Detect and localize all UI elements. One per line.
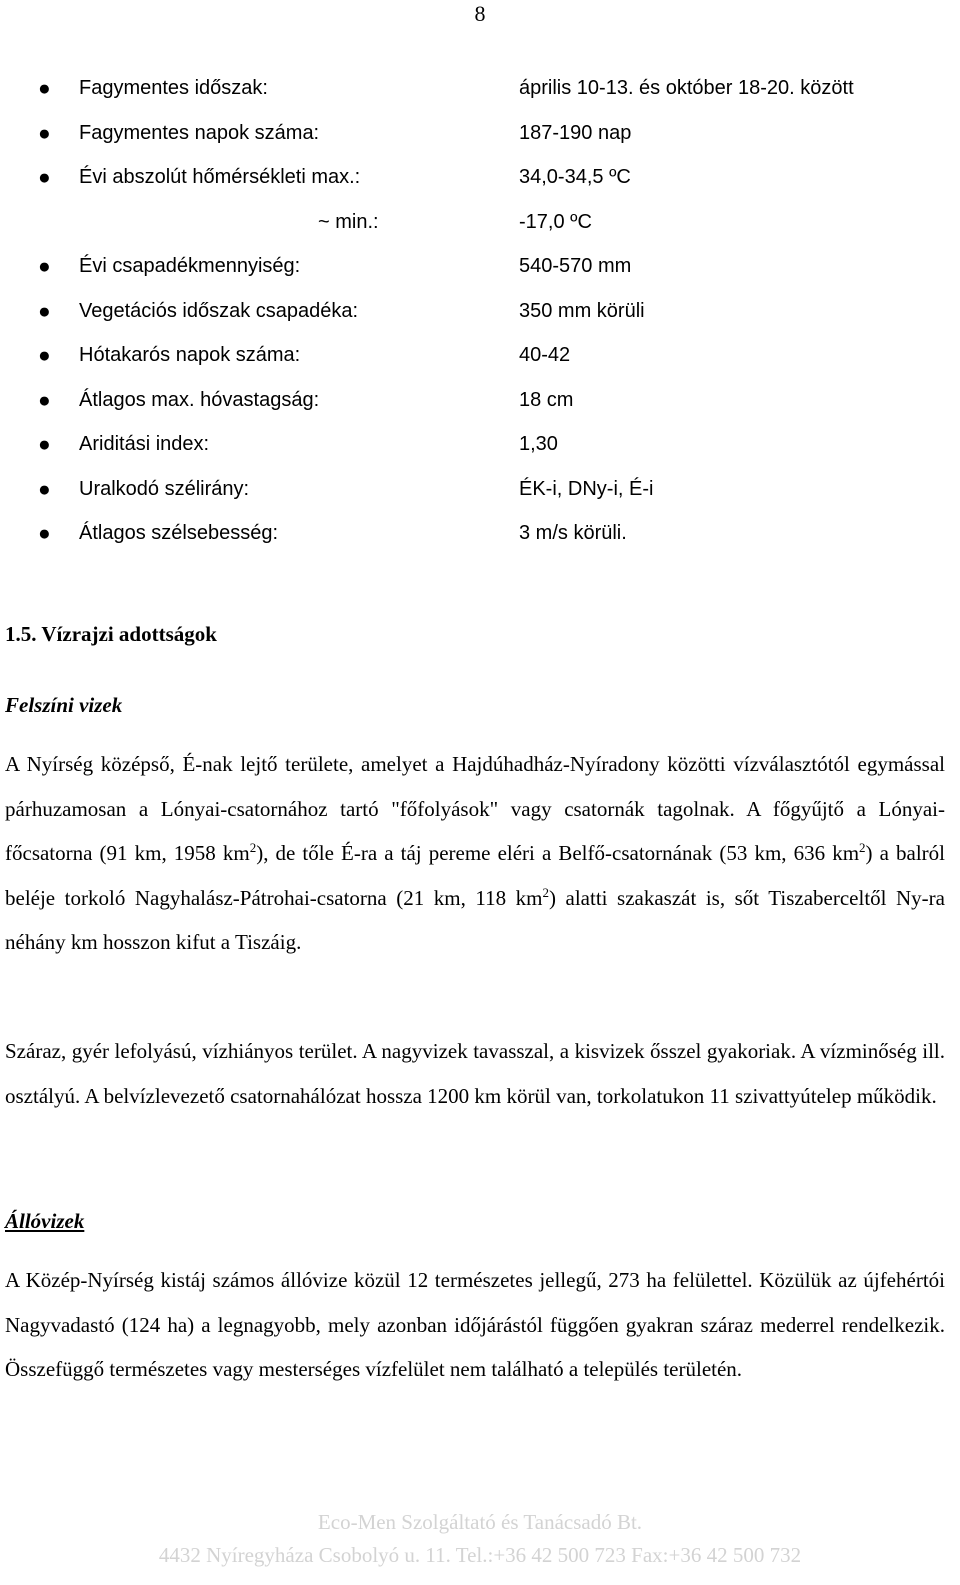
list-item: [0, 250, 960, 295]
climate-data-list: [0, 72, 960, 562]
list-item: [0, 428, 960, 473]
list-item: [0, 295, 960, 340]
standing-waters-heading: Állóvizek: [5, 1209, 85, 1233]
item-label: Fagymentes időszak:: [79, 77, 268, 99]
item-value: 18 cm: [519, 388, 574, 411]
bullet-icon: ●: [38, 432, 51, 456]
paragraph-text: A Nyírség középső, É-nak lejtő területe, amelyet a Hajdúhadház-Nyíradony közötti vízválasztótól egymással párhuzamosan a Lónyai-csatornához tartó "főfolyások" vagy csatornák tagolnak. A főgyűjtő a Lónyai-főcsatorna (91 km, 1958 km: [5, 752, 945, 865]
section-title: Vízrajzi adottságok: [41, 622, 217, 646]
footer-address: 4432 Nyíregyháza Csobolyó u. 11. Tel.:+36 42 500 723 Fax:+36 42 500 732: [158, 1543, 802, 1567]
item-value: 3 m/s körüli.: [519, 522, 627, 544]
footer-company: Eco-Men Szolgáltató és Tanácsadó Bt.: [317, 1510, 643, 1534]
item-label: Évi abszolút hőmérsékleti max.:: [79, 166, 361, 188]
list-item: [0, 473, 960, 518]
page-number: 8: [474, 1, 486, 26]
section-number: 1.5.: [5, 622, 37, 646]
item-label: Ariditási index:: [79, 433, 210, 455]
surface-waters-paragraph-1: [5, 742, 945, 965]
list-item: [0, 206, 960, 251]
list-item: [0, 161, 960, 206]
list-item: [0, 384, 960, 429]
item-label: Vegetációs időszak csapadéka:: [79, 299, 359, 322]
bullet-icon: ●: [38, 76, 51, 100]
item-label: Évi csapadékmennyiség:: [79, 255, 301, 277]
item-label: Átlagos max. hóvastagság:: [79, 388, 320, 411]
section-heading: [5, 617, 217, 651]
item-value: ÉK-i, DNy-i, É-i: [519, 477, 654, 500]
paragraph-text: ), de tőle É-ra a táj pereme eléri a Belfő-csatornának (53 km, 636 km: [256, 841, 860, 865]
item-value: 1,30: [519, 433, 558, 455]
standing-waters-paragraph: A Közép-Nyírség kistáj számos állóvize közül 12 természetes jellegű, 273 ha felülettel. Közülük az újfehértói Nagyvadastó (124 ha) a legnagyobb, mely azonban időjárástól függően gyakran száraz mederrel rendelkezik. Összefüggő természetes vagy mesterséges vízfelület nem található a település területén.: [5, 1268, 945, 1381]
surface-waters-heading: Felszíni vizek: [5, 693, 123, 717]
bullet-icon: ●: [38, 521, 51, 545]
item-label: Fagymentes napok száma:: [79, 121, 320, 144]
superscript: 2: [859, 840, 866, 855]
item-value: -17,0 ºC: [519, 210, 592, 233]
list-item: [0, 339, 960, 384]
item-value: 350 mm körüli: [519, 299, 645, 322]
bullet-icon: ●: [38, 476, 51, 501]
item-label: Hótakarós napok száma:: [79, 344, 301, 366]
superscript: 2: [542, 884, 549, 900]
item-value: április 10-13. és október 18-20. között: [519, 77, 854, 99]
bullet-icon: ●: [38, 254, 51, 278]
item-value: 34,0-34,5 ºC: [519, 166, 631, 188]
list-item: [0, 72, 960, 117]
bullet-icon: ●: [38, 165, 51, 189]
paragraph-text: ) a balról beléje torkoló Nagyhalász-Pátrohai-csatorna (21 km, 118 km: [5, 841, 945, 910]
list-item: [0, 117, 960, 162]
item-value: 40-42: [519, 344, 571, 366]
item-label: Átlagos szélsebesség:: [79, 522, 279, 544]
superscript: 2: [249, 840, 257, 855]
item-label: Uralkodó szélirány:: [79, 477, 250, 500]
bullet-icon: ●: [38, 387, 51, 412]
item-value: 187-190 nap: [519, 121, 632, 144]
list-item: [0, 517, 960, 562]
item-value: 540-570 mm: [519, 255, 632, 277]
bullet-icon: ●: [38, 120, 51, 145]
paragraph-text: ) alatti szakaszát is, sőt Tiszaberceltől Ny-ra néhány km hosszon kifut a Tiszáig.: [5, 885, 945, 954]
item-label: ~ min.:: [318, 210, 379, 233]
bullet-icon: ●: [38, 343, 51, 367]
bullet-icon: ●: [38, 298, 51, 323]
surface-waters-paragraph-2: Száraz, gyér lefolyású, vízhiányos terület. A nagyvizek tavasszal, a kisvizek ősszel gyakoriak. A vízminőség ill. osztályú. A belvízlevezető csatornahálózat hossza 1200 km körül van, torkolatukon 11 szivattyútelep működik.: [5, 1039, 945, 1108]
